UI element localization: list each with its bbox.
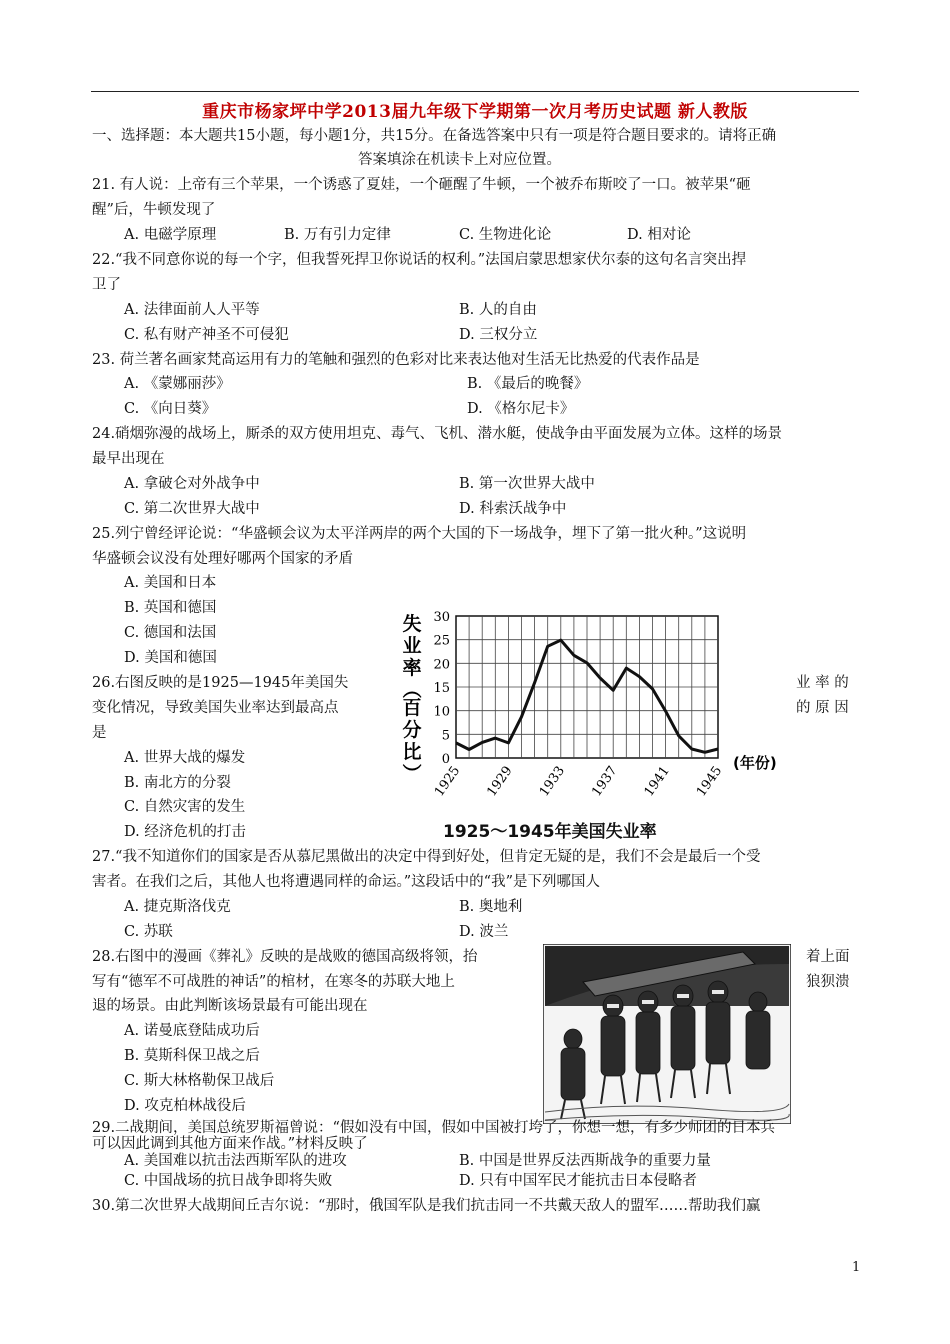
- q28-stem-1-right: 着上面: [806, 949, 850, 965]
- q29-stem-2: 可以因此调到其他方面来作战。”材料反映了: [92, 1136, 368, 1152]
- q26-stem-1-right: 业 率 的: [796, 675, 849, 691]
- q27-option-a[interactable]: A. 捷克斯洛伐克: [124, 899, 231, 915]
- q22-stem-2: 卫了: [92, 277, 121, 293]
- x-tick-label: 1937: [589, 763, 621, 800]
- y-axis-label-char: 率: [402, 657, 422, 679]
- q24-option-a[interactable]: A. 拿破仑对外战争中: [124, 476, 260, 492]
- y-axis-label-char: 百: [402, 697, 422, 719]
- q26-stem-2-left: 变化情况，导致美国失业率达到最高点: [92, 700, 339, 716]
- q23-option-a[interactable]: A. 《蒙娜丽莎》: [124, 376, 231, 392]
- q28-stem-2-right: 狼狈溃: [806, 974, 850, 990]
- y-axis-label-char: 失: [402, 613, 422, 635]
- q24-option-b[interactable]: B. 第一次世界大战中: [459, 476, 595, 492]
- q27-stem-1: 27.“我不知道你们的国家是否从慕尼黑做出的决定中得到好处，但肯定无疑的是，我们不会是最后一个受: [92, 849, 761, 865]
- q21-stem-2: 醒”后，牛顿发现了: [92, 202, 216, 218]
- q23-option-c[interactable]: C. 《向日葵》: [124, 401, 217, 417]
- q26-stem-2-right: 的 原 因: [796, 700, 849, 716]
- q26-option-a[interactable]: A. 世界大战的爆发: [124, 750, 246, 766]
- instructions-line-1: 一、选择题：本大题共15小题，每小题1分，共15分。在备选答案中只有一项是符合题目要求的。请将正确: [92, 128, 777, 144]
- y-axis-label-char: （: [400, 679, 422, 699]
- q27-option-b[interactable]: B. 奥地利: [459, 899, 523, 915]
- header-rule: [91, 91, 859, 92]
- x-tick-label: 1941: [641, 763, 673, 800]
- q28-stem-1-left: 28.右图中的漫画《葬礼》反映的是战败的德国高级将领，抬: [92, 949, 478, 965]
- q25-stem-2: 华盛顿会议没有处理好哪两个国家的矛盾: [92, 551, 353, 567]
- y-tick-label: 15: [433, 681, 450, 696]
- y-tick-label: 0: [441, 752, 450, 767]
- q26-option-d[interactable]: D. 经济危机的打击: [124, 824, 246, 840]
- q23-stem-1: 23. 荷兰著名画家梵高运用有力的笔触和强烈的色彩对比来表达他对生活无比热爱的代表作品是: [92, 352, 700, 368]
- q21-option-c[interactable]: C. 生物进化论: [459, 227, 552, 243]
- y-axis-label-char: ）: [400, 763, 422, 783]
- q22-option-d[interactable]: D. 三权分立: [459, 327, 538, 343]
- chart-x-axis-label: (年份): [733, 754, 777, 772]
- q23-option-b[interactable]: B. 《最后的晚餐》: [467, 376, 589, 392]
- q29-option-d[interactable]: D. 只有中国军民才能抗击日本侵略者: [459, 1173, 697, 1189]
- q21-option-b[interactable]: B. 万有引力定律: [284, 227, 391, 243]
- y-axis-label-char: 分: [402, 719, 422, 741]
- y-tick-label: 25: [433, 633, 450, 649]
- q26-option-c[interactable]: C. 自然灾害的发生: [124, 799, 246, 815]
- q29-option-b[interactable]: B. 中国是世界反法西斯战争的重要力量: [459, 1153, 711, 1169]
- q29-stem-1: 29.二战期间，美国总统罗斯福曾说：“假如没有中国，假如中国被打垮了，你想一想，有多少师团的日本兵: [92, 1120, 775, 1136]
- x-tick-label: 1925: [432, 763, 464, 800]
- q28-option-c[interactable]: C. 斯大林格勒保卫战后: [124, 1073, 275, 1089]
- q28-option-b[interactable]: B. 莫斯科保卫战之后: [124, 1048, 260, 1064]
- q25-stem-1: 25.列宁曾经评论说：“华盛顿会议为太平洋两岸的两个大国的下一场战争，埋下了第一批火种。”这说明: [92, 526, 747, 542]
- q22-stem-1: 22.“我不同意你说的每一个字，但我誓死捍卫你说话的权利。”法国启蒙思想家伏尔泰的这句名言突出捍: [92, 252, 747, 268]
- y-tick-label: 20: [433, 657, 450, 673]
- q21-option-d[interactable]: D. 相对论: [627, 227, 691, 243]
- y-tick-label: 10: [433, 704, 450, 720]
- q24-stem-1: 24.硝烟弥漫的战场上，厮杀的双方使用坦克、毒气、飞机、潜水艇，使战争由平面发展为立体。这样的场景: [92, 426, 783, 442]
- q28-option-d[interactable]: D. 攻克柏林战役后: [124, 1098, 246, 1114]
- y-tick-label: 30: [433, 610, 450, 625]
- q22-option-b[interactable]: B. 人的自由: [459, 302, 537, 318]
- page-title: 重庆市杨家坪中学2013届九年级下学期第一次月考历史试题 新人教版: [202, 102, 748, 122]
- page-number: 1: [852, 1260, 861, 1275]
- y-tick-label: 5: [441, 728, 450, 744]
- y-axis-label-char: 比: [402, 741, 422, 763]
- q24-option-c[interactable]: C. 第二次世界大战中: [124, 501, 260, 517]
- funeral-cartoon-image: [543, 944, 791, 1124]
- q26-option-b[interactable]: B. 南北方的分裂: [124, 775, 231, 791]
- instructions-line-2: 答案填涂在机读卡上对应位置。: [358, 152, 561, 168]
- q26-stem-3: 是: [92, 725, 107, 741]
- q28-option-a[interactable]: A. 诺曼底登陆成功后: [124, 1023, 260, 1039]
- q25-option-d[interactable]: D. 美国和德国: [124, 650, 217, 666]
- q25-option-c[interactable]: C. 德国和法国: [124, 625, 217, 641]
- q21-option-a[interactable]: A. 电磁学原理: [124, 227, 217, 243]
- x-tick-label: 1929: [484, 763, 516, 800]
- chart-title: 1925～1945年美国失业率: [443, 822, 657, 842]
- q27-stem-2: 害者。在我们之后，其他人也将遭遇同样的命运。”这段话中的“我”是下列哪国人: [92, 874, 600, 890]
- q28-stem-3: 退的场景。由此判断该场景最有可能出现在: [92, 998, 368, 1014]
- q23-option-d[interactable]: D. 《格尔尼卡》: [467, 401, 575, 417]
- chart-y-axis-label: [400, 612, 423, 783]
- y-axis-label-char: 业: [402, 635, 422, 657]
- q25-option-b[interactable]: B. 英国和德国: [124, 600, 217, 616]
- q24-option-d[interactable]: D. 科索沃战争中: [459, 501, 567, 517]
- q21-stem-1: 21. 有人说：上帝有三个苹果，一个诱惑了夏娃，一个砸醒了牛顿，一个被乔布斯咬了一口。被苹果“砸: [92, 177, 751, 193]
- q26-stem-1-left: 26.右图反映的是1925—1945年美国失: [92, 675, 349, 691]
- unemployment-line-chart: [388, 602, 788, 846]
- x-tick-label: 1945: [694, 763, 726, 800]
- q25-option-a[interactable]: A. 美国和日本: [124, 575, 217, 591]
- q22-option-a[interactable]: A. 法律面前人人平等: [124, 302, 260, 318]
- q27-option-c[interactable]: C. 苏联: [124, 924, 173, 940]
- chart-x-ticks: [432, 764, 725, 800]
- q28-stem-2-left: 写有“德军不可战胜的神话”的棺材，在寒冬的苏联大地上: [92, 974, 455, 990]
- q22-option-c[interactable]: C. 私有财产神圣不可侵犯: [124, 327, 289, 343]
- q30-stem-1: 30.第二次世界大战期间丘吉尔说：“那时，俄国军队是我们抗击同一不共戴天敌人的盟军……帮助我们赢: [92, 1198, 761, 1214]
- q29-option-a[interactable]: A. 美国难以抗击法西斯军队的进攻: [124, 1153, 347, 1169]
- q24-stem-2: 最早出现在: [92, 451, 165, 467]
- chart-y-ticks: [433, 610, 450, 767]
- q29-option-c[interactable]: C. 中国战场的抗日战争即将失败: [124, 1173, 333, 1189]
- q27-option-d[interactable]: D. 波兰: [459, 924, 509, 940]
- x-tick-label: 1933: [536, 763, 569, 800]
